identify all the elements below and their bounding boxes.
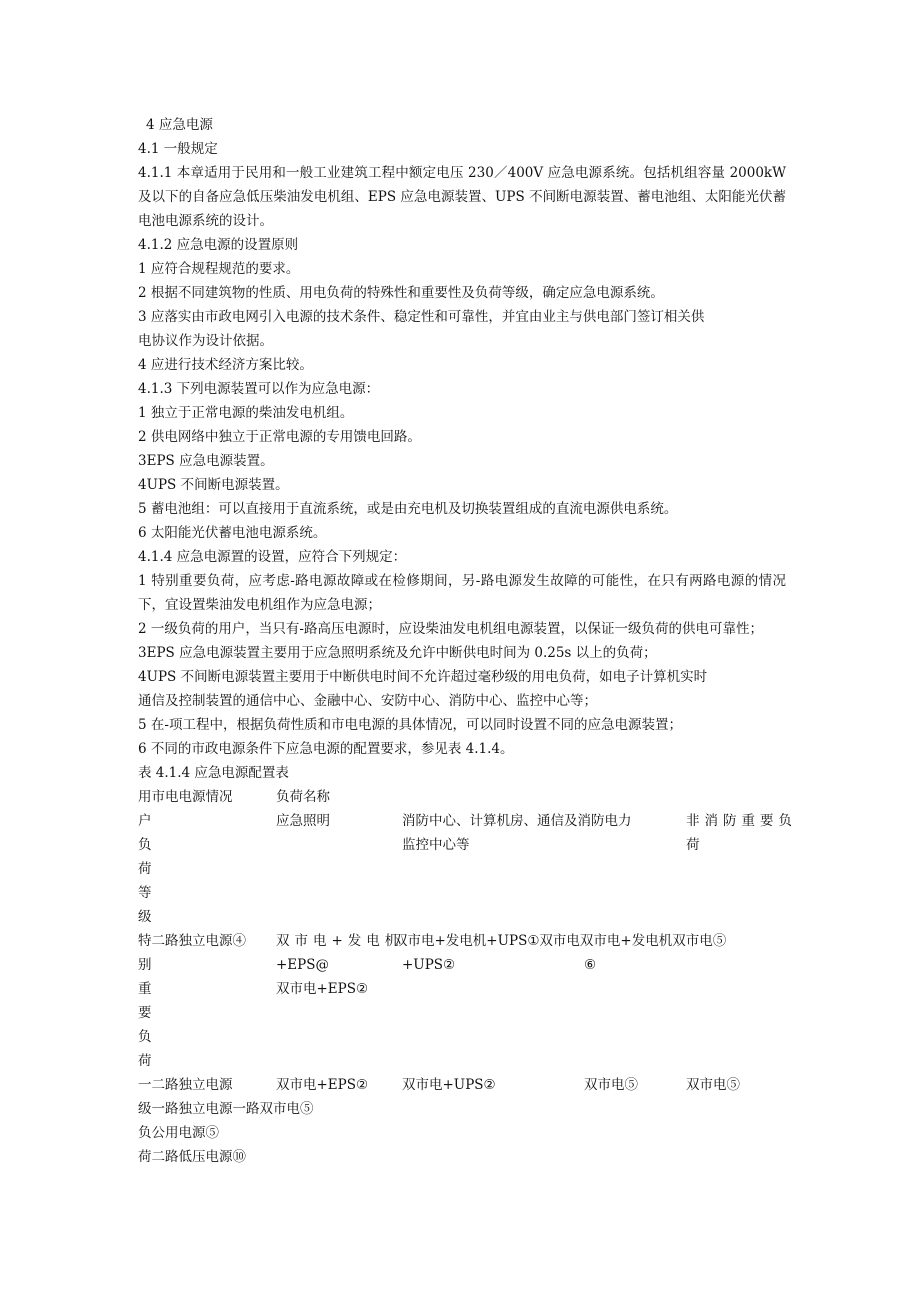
table-cell: 要 (138, 1005, 152, 1021)
table-cell: 双市电+发电机+UPS①双市电双市电+发电机双市电⑤ (394, 933, 727, 949)
table-cell: 户 (138, 813, 152, 829)
table-cell: 双市电⑤ (686, 1077, 740, 1093)
list-item: 2 根据不同建筑物的性质、用电负荷的特殊性和重要性及负荷等级，确定应急电源系统。 (138, 285, 664, 301)
section-heading-4-1-3: 4.1.3 下列电源装置可以作为应急电源： (138, 381, 380, 397)
list-item: 3EPS 应急电源装置主要用于应急照明系统及允许中断供电时间为 0.25s 以上的负荷； (138, 645, 657, 661)
list-item: 6 太阳能光伏蓄电池电源系统。 (138, 525, 327, 541)
table-cell: 用市电电源情况 (138, 789, 233, 805)
list-item: 2 供电网络中独立于正常电源的专用馈电回路。 (138, 429, 421, 445)
table-row (138, 1073, 786, 1097)
paragraph-4-1-1: 4.1.1 本章适用于民用和一般工业建筑工程中额定电压 230／400V 应急电源系统。包括机组容量 2000kW 及以下的自备应急低压柴油发电机组、EPS 应急电源装置、UPS 不间断电源装置、蓄电池组、太阳能光伏蓄电池电源系统的设计。 (138, 165, 786, 229)
table-cell: 双市电+UPS② (402, 1077, 496, 1093)
table-cell: 双市电⑤ (584, 1077, 638, 1093)
table-cell: 荷二路低压电源⑩ (138, 1149, 246, 1165)
list-item: 5 蓄电池组：可以直接用于直流系统，或是由充电机及切换装置组成的直流电源供电系统。 (138, 501, 678, 517)
table-cell: 双市电+EPS② (276, 1077, 369, 1093)
table-cell: 负 (138, 1029, 152, 1045)
list-item: 电协议作为设计依据。 (138, 333, 273, 349)
table-row (138, 929, 786, 953)
table-cell: 一二路独立电源 (138, 1077, 233, 1093)
table-row (138, 1097, 786, 1121)
table-cell: 别 (138, 957, 152, 973)
chapter-title: 4 应急电源 (146, 117, 213, 133)
table-cell: 非消防重要负 (686, 813, 797, 829)
list-item: 5 在-项工程中，根据负荷性质和市电电源的具体情况，可以同时设置不同的应急电源装置； (138, 717, 682, 733)
table-cell: 特二路独立电源④ (138, 933, 246, 949)
section-heading-4-1: 4.1 一般规定 (138, 141, 218, 157)
list-item: 3 应落实由市政电网引入电源的技术条件、稳定性和可靠性，并宜由业主与供电部门签订相关供 (138, 309, 705, 325)
list-item: 4UPS 不间断电源装置主要用于中断供电时间不允许超过毫秒级的用电负荷，如电子计算机实时 (138, 669, 708, 685)
table-cell: 荷 (138, 861, 152, 877)
table-cell: 负公用电源⑤ (138, 1125, 219, 1141)
table-cell: 消防中心、计算机房、通信及消防电力 (402, 813, 632, 829)
table-row (138, 1121, 786, 1145)
list-item: 2 一级负荷的用户，当只有-路高压电源时，应设柴油发电机组电源装置，以保证一级负荷的供电可靠性； (138, 621, 763, 637)
table-cell: 双市电+EPS② (276, 981, 369, 997)
document-page (138, 113, 797, 1169)
table-cell: 荷 (138, 1053, 152, 1069)
table-row (138, 1001, 786, 1025)
list-item: 3EPS 应急电源装置。 (138, 453, 274, 469)
table-row (138, 809, 797, 833)
list-item: 通信及控制装置的通信中心、金融中心、安防中心、消防中心、监控中心等； (138, 693, 597, 709)
table-cell: 负 (138, 837, 152, 853)
section-heading-4-1-2: 4.1.2 应急电源的设置原则 (138, 237, 299, 253)
table-cell: 应急照明 (276, 813, 330, 829)
table-row (138, 1049, 786, 1073)
table-row (138, 785, 786, 809)
table-row (138, 833, 786, 857)
table-cell: +UPS② (402, 957, 456, 973)
list-item: 4 应进行技术经济方案比较。 (138, 357, 313, 373)
list-item: 1 独立于正常电源的柴油发电机组。 (138, 405, 354, 421)
list-item: 1 特别重要负荷，应考虑-路电源故障或在检修期间，另-路电源发生故障的可能性，在只有两路电源的情况下，宜设置柴油发电机组作为应急电源； (138, 573, 786, 613)
table-cell: ⑥ (584, 957, 597, 973)
table-cell: 级 (138, 909, 152, 925)
list-item: 1 应符合规程规范的要求。 (138, 261, 300, 277)
section-heading-4-1-4: 4.1.4 应急电源置的设置，应符合下列规定： (138, 549, 407, 565)
table-cell: 重 (138, 981, 152, 997)
table-cell: +EPS@ (276, 957, 329, 973)
table-row (138, 1145, 786, 1169)
table-cell: 监控中心等 (402, 837, 470, 853)
table-cell: 等 (138, 885, 152, 901)
power-config-table (138, 785, 797, 1169)
table-row (138, 905, 786, 929)
table-cell: 双市电+发电机 (276, 933, 404, 949)
table-row (138, 857, 786, 881)
table-cell: 荷 (686, 837, 700, 853)
table-row (138, 977, 786, 1001)
table-row (138, 881, 786, 905)
list-item: 4UPS 不间断电源装置。 (138, 477, 289, 493)
table-cell: 级一路独立电源一路双市电⑤ (138, 1101, 314, 1117)
table-row (138, 1025, 786, 1049)
table-caption: 表 4.1.4 应急电源配置表 (138, 765, 289, 781)
table-cell: 负荷名称 (276, 789, 330, 805)
list-item: 6 不同的市政电源条件下应急电源的配置要求，参见表 4.1.4。 (138, 741, 514, 757)
table-row (138, 953, 786, 977)
